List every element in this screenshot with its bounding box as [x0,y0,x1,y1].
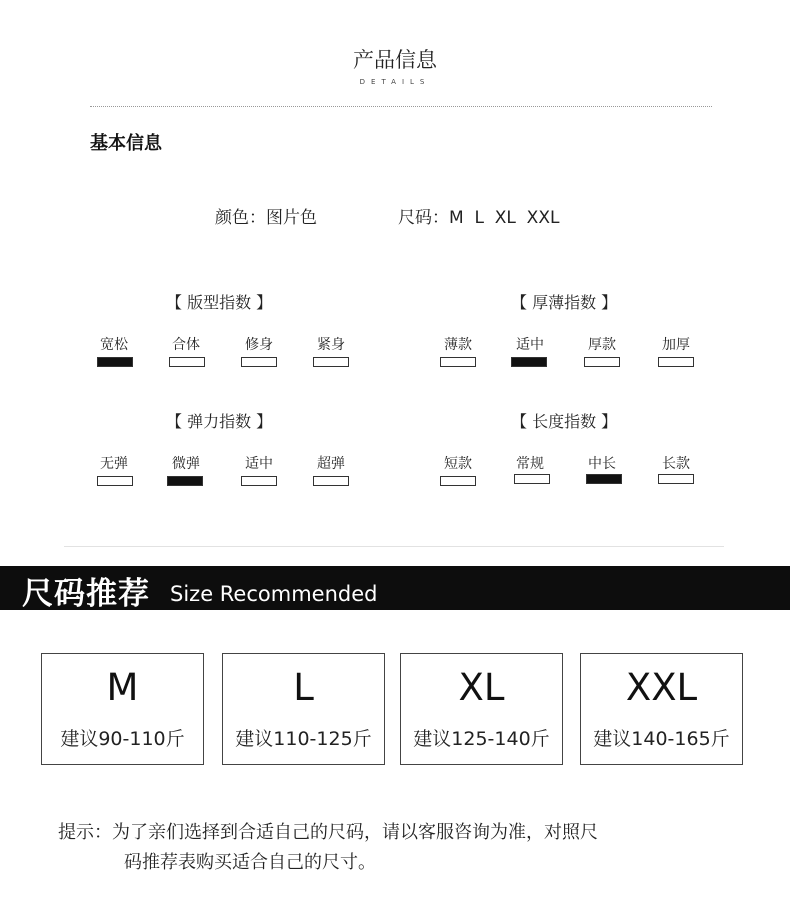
fit-option-indicator [241,357,277,367]
elasticity-option-label: 超弹 [317,456,345,472]
size-card-xxl [580,653,743,765]
elasticity-option-indicator [241,476,277,486]
length-option-label: 短款 [444,456,472,472]
section-divider [64,546,724,547]
fit-index-title: 【 版型指数 】 [166,293,273,312]
size-weight-recommendation: 建议140-165斤 [593,728,730,750]
dotted-divider [90,106,712,107]
fit-option-label: 修身 [245,337,273,353]
elasticity-option-label: 无弹 [100,456,128,472]
size-weight-recommendation: 建议125-140斤 [413,728,550,750]
length-option-label: 长款 [662,456,690,472]
size-label: XXL [625,666,698,709]
length-option-indicator [440,476,476,486]
length-index-title: 【 长度指数 】 [511,412,618,431]
fit-option-label: 宽松 [100,337,128,353]
thickness-option-indicator [658,357,694,367]
page-title: 产品信息 [353,48,437,72]
thickness-option-indicator [440,357,476,367]
elasticity-option-label: 微弹 [172,456,200,472]
length-option-indicator [586,474,622,484]
fit-option-label: 紧身 [317,337,345,353]
fit-option-indicator [169,357,205,367]
size-label: L [293,666,314,709]
elasticity-option-indicator [313,476,349,486]
size-weight-recommendation: 建议90-110斤 [60,728,185,750]
size-card-m [41,653,204,765]
size-label: M [106,666,139,709]
fit-option-indicator [97,357,133,367]
size-card-l [222,653,385,765]
elasticity-option-indicator [97,476,133,486]
thickness-option-indicator [511,357,547,367]
size-card-xl [400,653,563,765]
thickness-option-indicator [584,357,620,367]
tip-text-line-1: 提示：为了亲们选择到合适自己的尺码，请以客服咨询为准，对照尺 [58,822,598,843]
banner-title-cn: 尺码推荐 [22,576,150,612]
size-weight-recommendation: 建议110-125斤 [235,728,372,750]
thickness-option-label: 薄款 [444,337,472,353]
elasticity-option-label: 适中 [245,456,273,472]
thickness-option-label: 加厚 [662,337,690,353]
length-option-indicator [658,474,694,484]
fit-option-indicator [313,357,349,367]
page-subtitle: DETAILS [359,78,431,86]
thickness-index-title: 【 厚薄指数 】 [511,293,618,312]
section-title-basic-info: 基本信息 [90,133,162,154]
elasticity-option-indicator [167,476,203,486]
size-label: XL [458,666,505,709]
size-info: 尺码：M L XL XXL [398,208,560,228]
banner-title-en: Size Recommended [170,582,378,606]
color-info: 颜色：图片色 [215,208,317,228]
tip-text-line-2: 码推荐表购买适合自己的尺寸。 [124,852,376,873]
thickness-option-label: 适中 [516,337,544,353]
thickness-option-label: 厚款 [588,337,616,353]
elasticity-index-title: 【 弹力指数 】 [166,412,273,431]
length-option-label: 常规 [516,456,544,472]
length-option-indicator [514,474,550,484]
length-option-label: 中长 [588,456,616,472]
fit-option-label: 合体 [172,337,200,353]
